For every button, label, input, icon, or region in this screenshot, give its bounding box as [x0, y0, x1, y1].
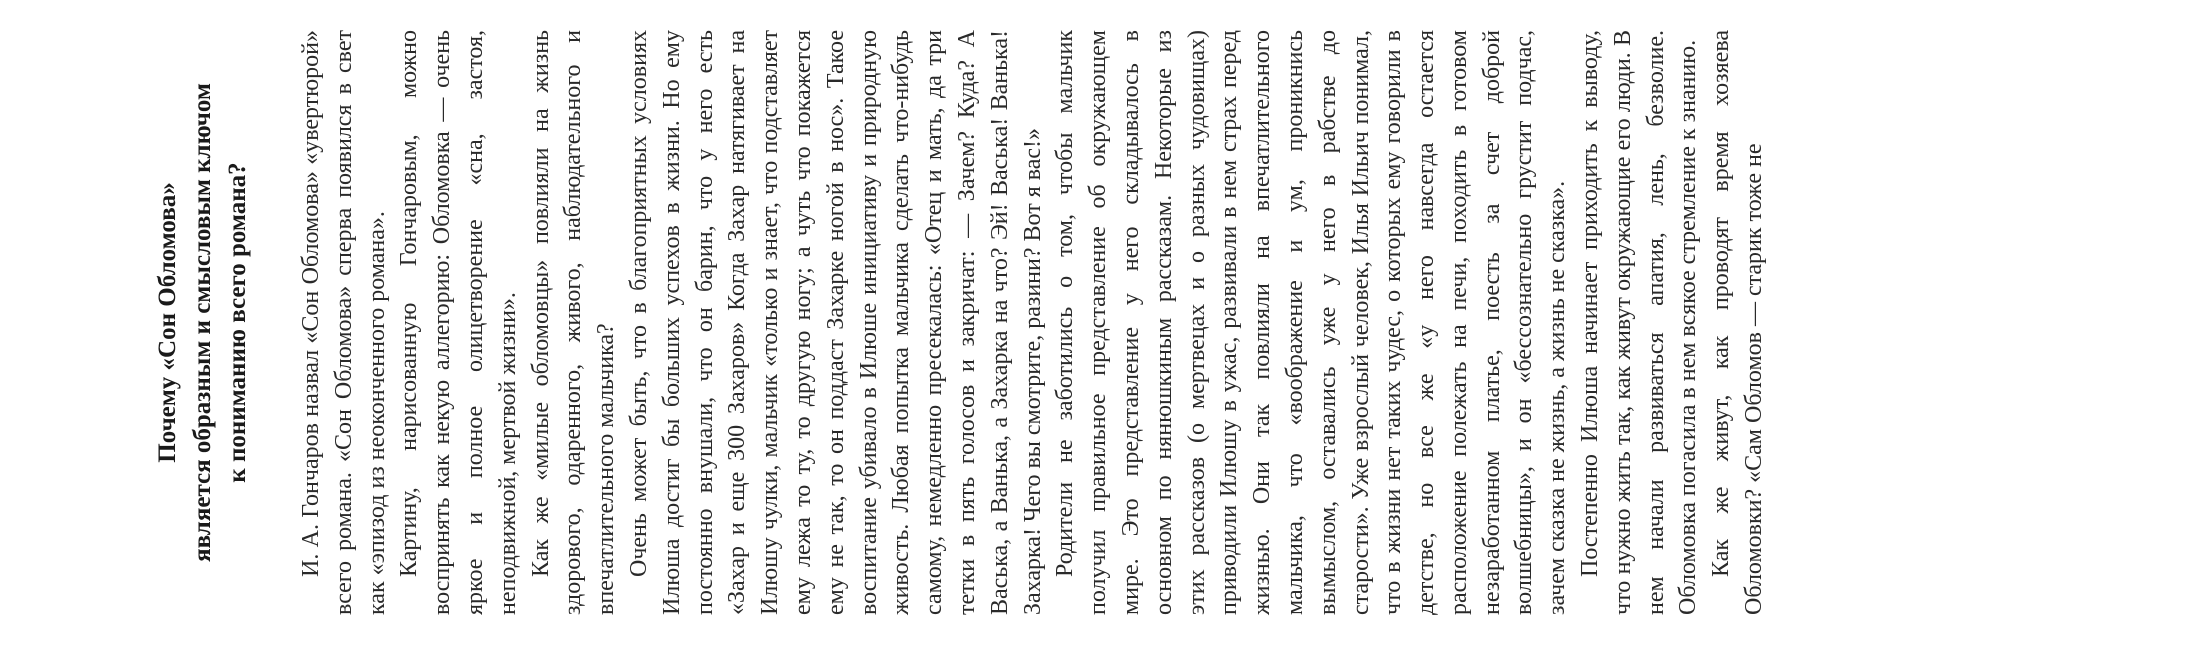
paragraph: Очень может быть, что в благоприятных условиях Илюша достиг бы больших успехов в жизни. Но ему постоянно внушали, что он барин, что у него есть «Захар и еще 300 Захаров» Когда Захар натягивает на Илюшу чулки, мальчик «только и знает, что подставляет ему лежа то ту, то другую ногу; а чуть что покажется ему не так, то он поддаст Захарке ногой в нос». Такое воспитание убивало в Илюше инициативу и природную живость. Любая попытка мальчика сделать что-нибудь самому, немедленно пресекалась: «Отец и мать, да три тетки в пять голосов и закричат: — Зачем? Куда? А Васька, а Ванька, а Захарка на что? Эй! Васька! Ванька! Захарка! Чего вы смотрите, разини? Вот я вас!» [625, 30, 1046, 615]
paragraph: Картину, нарисованную Гончаровым, можно воспринять как некую аллегорию: Обломовка — очень яркое и полное олицетворение «сна, застоя, неподвижной, мертвой жизни». [396, 30, 521, 615]
heading-line-3: к пониманию всего романа? [224, 162, 251, 483]
paragraph: И. А. Гончаров назвал «Сон Обломова» «увертюрой» всего романа. «Сон Обломова» сперва появился в свет как «эпизод из неоконченного романа». [298, 30, 390, 615]
paragraph: Постепенно Илюша начинает приходить к выводу, что нужно жить так, как живут окружающие его люди. В нем начали развиваться апатия, лень, безволие. Обломовка погасила в нем всякое стремление к знанию. [1577, 30, 1702, 615]
page-heading [150, 30, 255, 615]
body-text [295, 30, 1771, 615]
paragraph: Как же «милые обломовцы» повлияли на жизнь здорового, одаренного, живого, наблюдательного и впечатлительного мальчика? [527, 30, 620, 615]
paragraph: Родители не заботились о том, чтобы мальчик получил правильное представление об окружающем мире. Это представление у него складывалось в основном по нянюшкиным рассказам. Некоторые из этих рассказов (о мертвецах и о разных чудовищах) приводили Илюшу в ужас, развивали в нем страх перед жизнью. Они так повлияли на впечатлительного мальчика, что «воображение и ум, проникнись вымыслом, оставались уже у него в рабстве до старости». Уже взрослый человек, Илья Ильич понимал, что в жизни нет таких чудес, о которых ему говорили в детстве, но все же «у него навсегда остается расположение полежать на печи, походить в готовом незаработанном платье, поесть за счет доброй волшебницы», и он «бессознательно грустит подчас, зачем сказка не жизнь, а жизнь не сказка». [1052, 30, 1571, 615]
heading-line-2: является образным и смысловым ключом [189, 83, 216, 562]
paragraph: Как же живут, как проводят время хозяева Обломовки? «Сам Обломов — старик тоже не [1708, 30, 1768, 615]
heading-line-1: Почему «Сон Обломова» [154, 182, 181, 463]
